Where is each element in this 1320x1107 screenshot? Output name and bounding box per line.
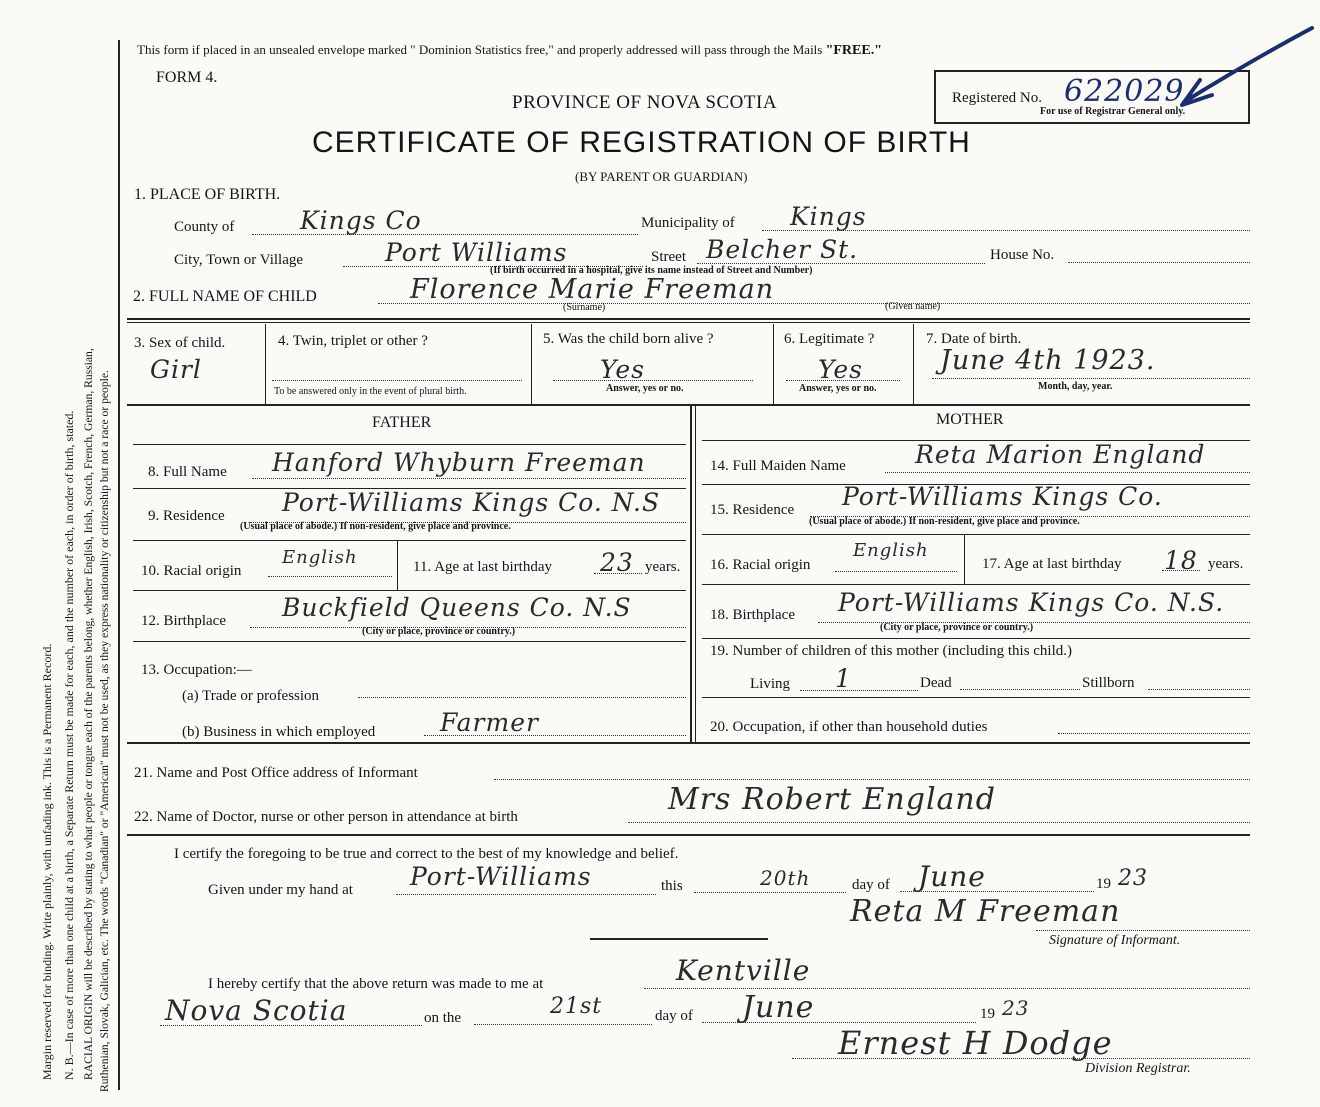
given-day-value: 20th: [760, 866, 811, 890]
given-place-value: Port-Williams: [410, 862, 592, 891]
dead-label: Dead: [920, 675, 952, 691]
surname-note: (Surname): [563, 302, 606, 313]
registrar-year-prefix: 19: [980, 1006, 995, 1022]
county-value: Kings Co: [300, 206, 422, 235]
mother-birthplace-value: Port-Williams Kings Co. N.S.: [838, 588, 1225, 617]
mother-age-unit: years.: [1208, 556, 1244, 572]
mother-race-value: English: [853, 540, 929, 561]
attendant-label: 22. Name of Doctor, nurse or other person in attendance at birth: [134, 809, 518, 825]
certificate-subtitle: (BY PARENT OR GUARDIAN): [575, 169, 748, 184]
registrar-certify-text: I hereby certify that the above return was made to me at: [208, 976, 544, 992]
dob-note: Month, day, year.: [1038, 381, 1113, 392]
margin-note-2: N. B.—In case of more than one child at a birth, a Separate Return must be made for each, and the number of each, in order of birth, stated.: [62, 410, 76, 1080]
registrar-day-value: 21st: [550, 994, 603, 1019]
registrar-province-value: Nova Scotia: [165, 994, 348, 1027]
informant-label: 21. Name and Post Office address of Informant: [134, 765, 418, 781]
mother-occupation-label: 20. Occupation, if other than household duties: [710, 719, 988, 735]
registered-number: 622029: [1064, 74, 1185, 109]
father-residence-label: 9. Residence: [148, 508, 225, 524]
given-at-label: Given under my hand at: [208, 882, 353, 898]
mother-residence-note: (Usual place of abode.) If non-resident, give place and province.: [809, 516, 1080, 527]
on-the-label: on the: [424, 1010, 462, 1026]
father-age-unit: years.: [645, 559, 681, 575]
municipality-value: Kings: [790, 202, 867, 231]
margin-note-3: RACIAL ORIGIN will be described by stating to what people or tongue each of the parents belong, whether English, Irish, Scotch, French, German, Russian,: [82, 348, 95, 1080]
registrar-dayof-label: day of: [655, 1008, 693, 1024]
informant-certify-text: I certify the foregoing to be true and correct to the best of my knowledge and belief.: [174, 846, 679, 862]
father-name-label: 8. Full Name: [148, 464, 227, 480]
margin-note-4: Ruthenian, Slovak, Galician, etc. The words "Canadian" or "American" must not be used, as they express nationality or citizenship but not a race or people.: [98, 370, 111, 1092]
mother-residence-value: Port-Williams Kings Co.: [842, 482, 1163, 511]
legitimate-value: Yes: [818, 355, 863, 384]
father-heading: FATHER: [372, 414, 432, 431]
business-value: Farmer: [440, 708, 539, 737]
father-birthplace-label: 12. Birthplace: [141, 613, 226, 629]
province-heading: PROVINCE OF NOVA SCOTIA: [512, 92, 778, 113]
alive-value: Yes: [600, 355, 645, 384]
given-year-value: 23: [1118, 866, 1148, 891]
living-label: Living: [750, 676, 790, 692]
given-month-value: June: [918, 860, 986, 893]
mail-notice: This form if placed in an unsealed envelope marked " Dominion Statistics free," and properly addressed will pass through the Mails "FREE.": [137, 42, 882, 58]
alive-label: 5. Was the child born alive ?: [543, 331, 714, 347]
father-residence-value: Port-Williams Kings Co. N.S: [282, 488, 661, 517]
house-number-label: House No.: [990, 247, 1055, 263]
registrar-year-value: 23: [1002, 996, 1030, 1020]
county-label: County of: [174, 219, 235, 235]
father-birthplace-value: Buckfield Queens Co. N.S: [282, 593, 632, 622]
mother-residence-label: 15. Residence: [710, 502, 795, 518]
father-age-value: 23: [600, 548, 634, 577]
father-race-label: 10. Racial origin: [141, 563, 242, 579]
father-birthplace-note: (City or place, province or country.): [362, 626, 516, 637]
child-name-value: Florence Marie Freeman: [410, 274, 775, 305]
given-name-note: (Given name): [885, 301, 941, 312]
father-occupation-label: 13. Occupation:—: [141, 662, 252, 678]
stillborn-label: Stillborn: [1082, 675, 1135, 691]
mother-name-value: Reta Marion England: [915, 440, 1206, 469]
living-value: 1: [835, 664, 852, 693]
trade-label: (a) Trade or profession: [182, 688, 320, 704]
twin-label: 4. Twin, triplet or other ?: [278, 333, 428, 349]
twin-note: To be answered only in the event of plural birth.: [274, 386, 467, 397]
dob-value: June 4th 1923.: [940, 345, 1156, 376]
legitimate-note: Answer, yes or no.: [799, 383, 877, 394]
mother-age-value: 18: [1164, 546, 1198, 575]
binding-rule: [118, 40, 120, 1090]
mother-race-label: 16. Racial origin: [710, 557, 811, 573]
sex-label: 3. Sex of child.: [134, 335, 226, 351]
registrar-place-value: Kentville: [676, 954, 811, 987]
father-residence-note: (Usual place of abode.) If non-resident, give place and province.: [240, 521, 511, 532]
mother-birthplace-label: 18. Birthplace: [710, 607, 795, 623]
margin-note-1: Margin reserved for binding. Write plainly, with unfading ink. This is a Permanent Record.: [40, 643, 54, 1080]
city-value: Port Williams: [385, 238, 568, 267]
certificate-title: CERTIFICATE OF REGISTRATION OF BIRTH: [312, 126, 971, 159]
street-value: Belcher St.: [706, 235, 859, 264]
municipality-label: Municipality of: [641, 215, 735, 231]
informant-signature: Reta M Freeman: [850, 894, 1121, 929]
child-name-label: 2. FULL NAME OF CHILD: [133, 288, 317, 305]
father-age-label: 11. Age at last birthday: [413, 559, 552, 575]
father-name-value: Hanford Whyburn Freeman: [272, 448, 646, 477]
sex-value: Girl: [150, 355, 202, 384]
dob-label: 7. Date of birth.: [926, 331, 1022, 347]
mother-heading: MOTHER: [936, 411, 1004, 428]
informant-signature-label: Signature of Informant.: [1049, 933, 1181, 948]
alive-note: Answer, yes or no.: [606, 383, 684, 394]
father-race-value: English: [282, 547, 358, 568]
city-label: City, Town or Village: [174, 252, 304, 268]
registrar-signature: Ernest H Dodge: [838, 1024, 1113, 1062]
business-label: (b) Business in which employed: [182, 724, 376, 740]
mother-age-label: 17. Age at last birthday: [982, 556, 1122, 572]
mother-name-label: 14. Full Maiden Name: [710, 458, 846, 474]
division-registrar-label: Division Registrar.: [1085, 1061, 1191, 1076]
this-label: this: [661, 878, 683, 894]
attendant-value: Mrs Robert England: [668, 782, 996, 817]
hospital-note: (If birth occurred in a hospital, give its name instead of Street and Number): [490, 265, 813, 276]
children-count-label: 19. Number of children of this mother (including this child.): [710, 643, 1073, 659]
check-mark-icon: [1172, 20, 1320, 110]
registered-label: Registered No.: [952, 90, 1042, 106]
form-number: FORM 4.: [156, 69, 218, 86]
registrar-general-note: For use of Registrar General only.: [1040, 106, 1186, 117]
mother-birthplace-note: (City or place, province or country.): [880, 622, 1034, 633]
registrar-month-value: June: [742, 990, 815, 1025]
street-label: Street: [651, 249, 686, 265]
place-of-birth-heading: 1. PLACE OF BIRTH.: [134, 186, 281, 203]
legitimate-label: 6. Legitimate ?: [784, 331, 875, 347]
given-year-prefix: 19: [1096, 876, 1111, 892]
given-dayof-label: day of: [852, 877, 890, 893]
